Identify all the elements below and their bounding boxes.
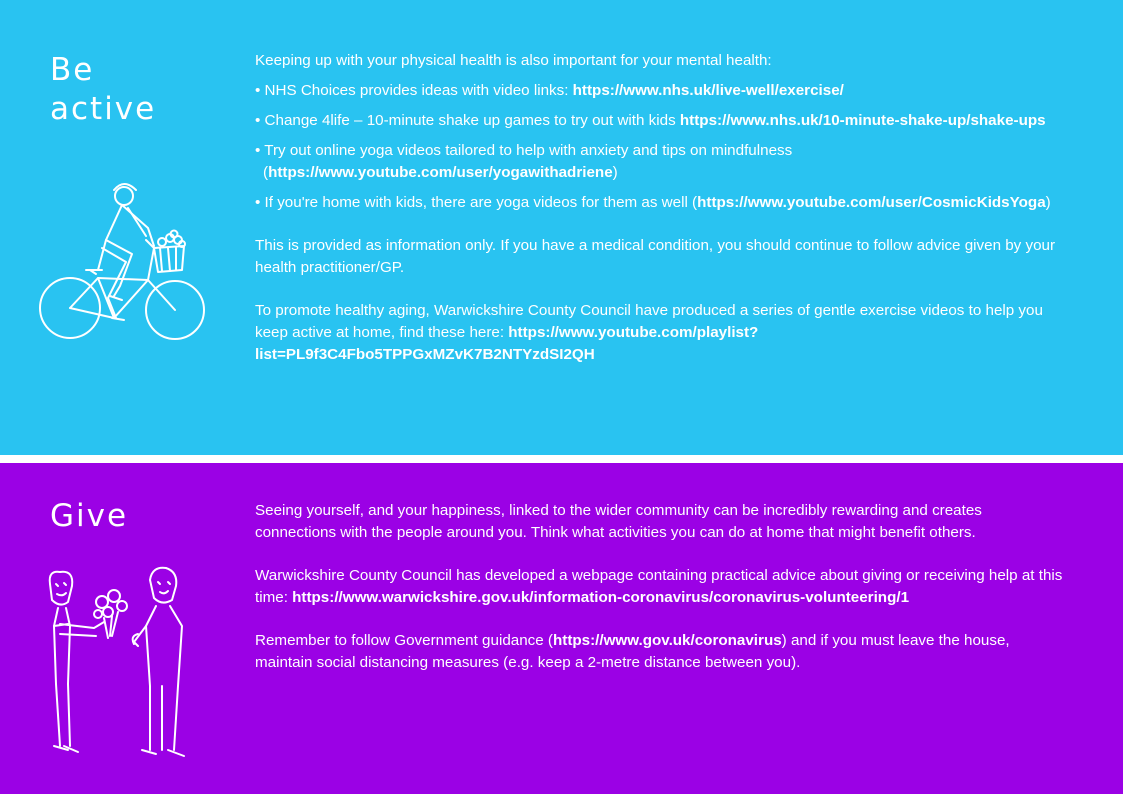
people-giving-flowers-illustration-icon [38, 566, 198, 762]
list-item-text: If you're home with kids, there are yoga videos for them as well ( [260, 194, 698, 211]
gov-coronavirus-link[interactable]: https://www.gov.uk/coronavirus [552, 632, 782, 649]
be-active-heading [50, 51, 156, 129]
list-item [255, 80, 1067, 102]
healthy-aging-playlist-link[interactable]: https://www.youtube.com/playlist?list=PL9f3C4Fbo5TPPGxMZvK7B2NTYzdSI2QH [255, 324, 759, 363]
government-guidance-paragraph [255, 630, 1067, 674]
give-heading [50, 497, 128, 536]
bullet-dot: • [255, 82, 261, 99]
heading-line-be: Be [50, 52, 95, 88]
list-item-text: Change 4life – 10-minute shake up games to try out with kids [260, 112, 680, 129]
list-item [255, 192, 1067, 214]
bullet-dot: • [255, 142, 261, 159]
guidance-text-after: ) and if you must leave the house, maintain social distancing measures (e.g. keep a 2-metre distance between you). [255, 632, 1010, 671]
give-content [255, 500, 1067, 695]
shake-ups-link[interactable]: https://www.nhs.uk/10-minute-shake-up/shake-ups [679, 112, 1046, 129]
heading-line-active: active [50, 91, 157, 127]
list-item-text: Try out online yoga videos tailored to help with anxiety and tips on mindfulness ( [260, 142, 793, 181]
bullet-dot: • [255, 194, 261, 211]
volunteering-link[interactable]: https://www.warwickshire.gov.uk/information-coronavirus/coronavirus-volunteering/1 [292, 589, 910, 606]
be-active-content [255, 50, 1067, 387]
list-item-after: ) [612, 164, 618, 181]
bullet-dot: • [255, 112, 261, 129]
volunteering-paragraph [255, 565, 1067, 609]
guidance-text-before: Remember to follow Government guidance ( [255, 632, 553, 649]
yoga-with-adriene-link[interactable]: https://www.youtube.com/user/yogawithadriene [268, 164, 613, 181]
be-active-intro: Keeping up with your physical health is also important for your mental health: [255, 52, 772, 69]
cosmic-kids-yoga-link[interactable]: https://www.youtube.com/user/CosmicKidsYoga [697, 194, 1046, 211]
heading-line-give: Give [50, 498, 129, 534]
nhs-exercise-link[interactable]: https://www.nhs.uk/live-well/exercise/ [572, 82, 844, 99]
list-item [255, 110, 1067, 132]
list-item-after: ) [1045, 194, 1051, 211]
list-item [255, 140, 1067, 184]
cyclist-illustration-icon [36, 178, 208, 350]
healthy-aging-text: To promote healthy aging, Warwickshire County Council have produced a series of gentle exercise videos to help you keep active at home, find these here: [255, 302, 1043, 341]
community-paragraph: Seeing yourself, and your happiness, linked to the wider community can be incredibly rewarding and creates connections with the people around you. Think what activities you can do at home that might benefit others. [255, 502, 982, 541]
list-item-text: NHS Choices provides ideas with video links: [260, 82, 573, 99]
medical-disclaimer: This is provided as information only. If you have a medical condition, you should continue to follow advice given by your health practitioner/GP. [255, 237, 1056, 276]
give-section [0, 463, 1123, 794]
volunteering-text: Warwickshire County Council has developed a webpage containing practical advice about giving or receiving help at this time: [255, 567, 1063, 606]
healthy-aging-paragraph [255, 300, 1067, 366]
exercise-resources-list [255, 80, 1067, 214]
